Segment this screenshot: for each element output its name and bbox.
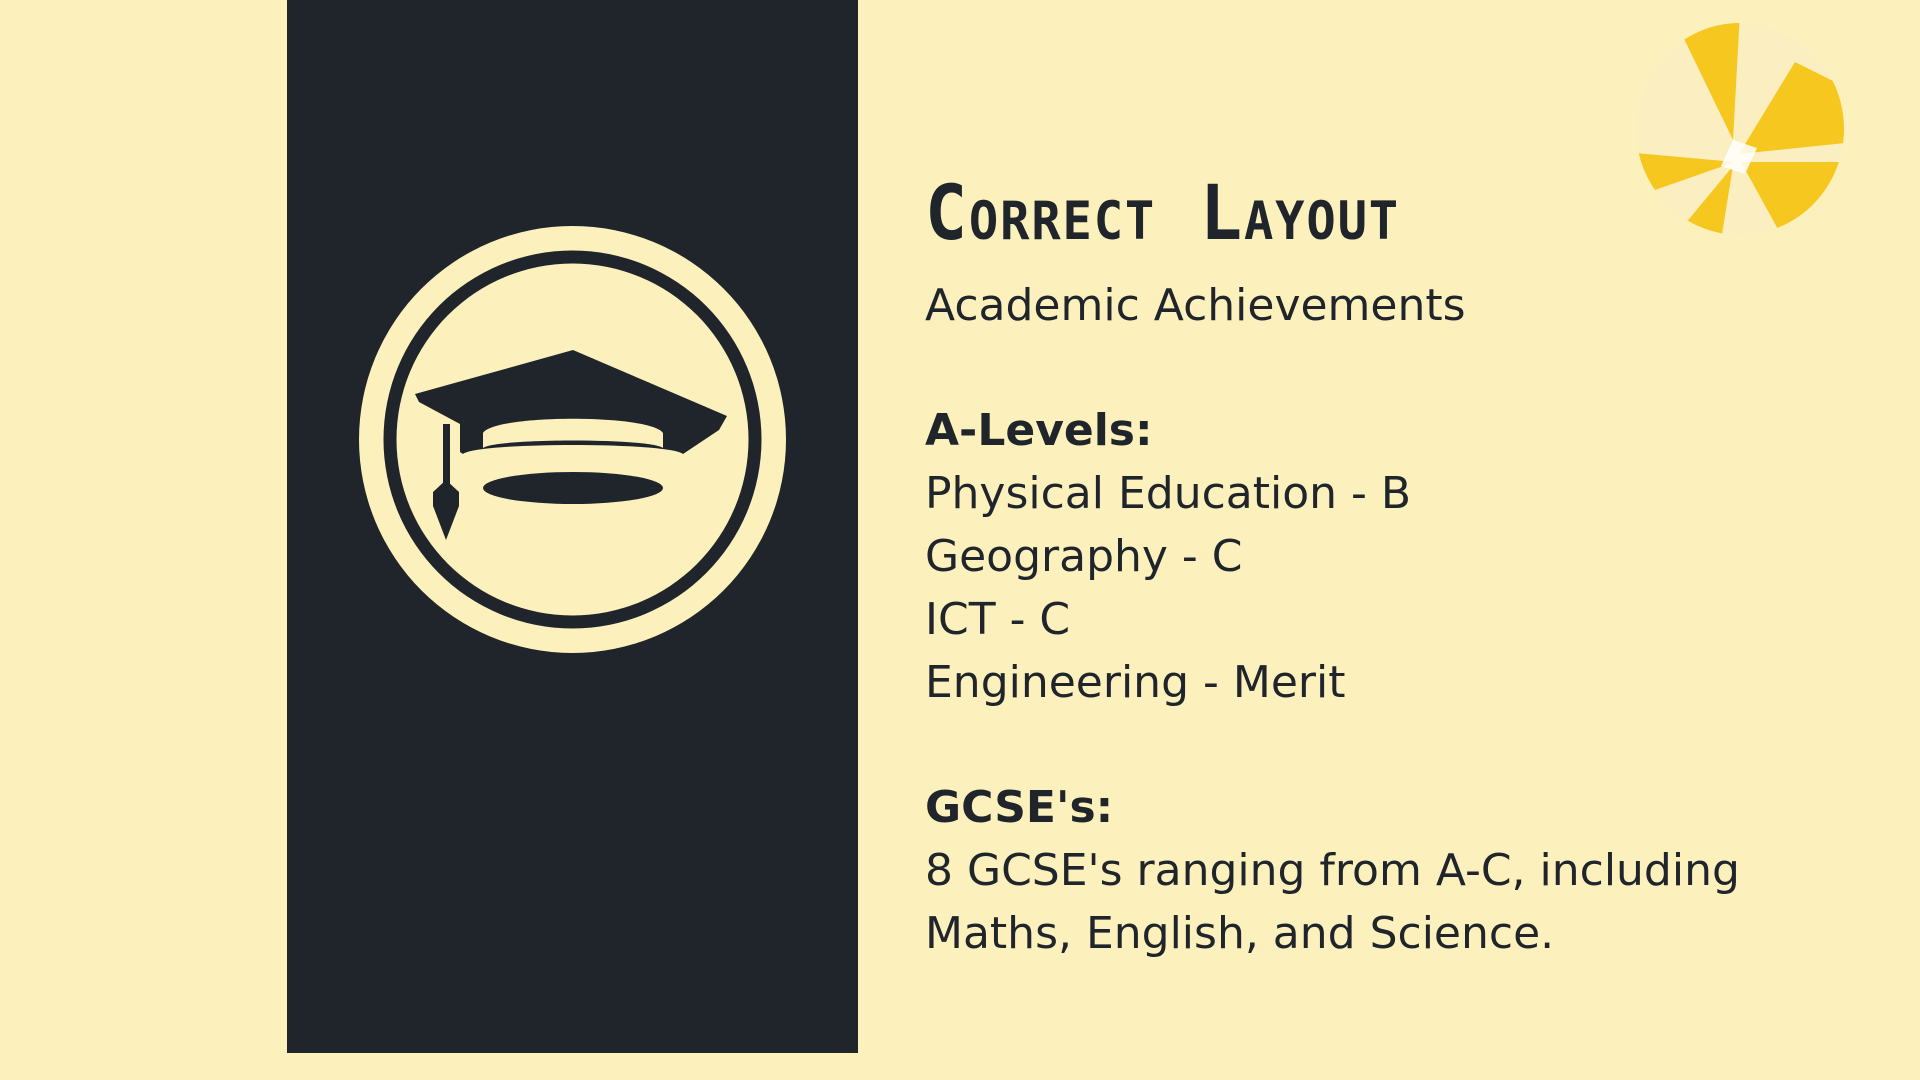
gcse-heading: GCSE's: [925,782,1114,833]
graduation-cap-icon [359,226,786,653]
gcse-section [925,777,1825,965]
slide-subtitle: Academic Achievements [925,280,1466,331]
slide-title: Correct Layout [925,168,1400,257]
a-levels-heading: A-Levels: [925,405,1153,456]
a-levels-section [925,400,1825,714]
a-level-item: ICT - C [925,594,1071,645]
gcse-description-line: Maths, English, and Science. [925,908,1555,959]
achievements-content [925,168,1825,965]
a-level-item: Physical Education - B [925,468,1412,519]
gcse-description-line: 8 GCSE's ranging from A-C, including [925,845,1740,896]
a-level-item: Engineering - Merit [925,657,1346,708]
a-level-item: Geography - C [925,531,1243,582]
